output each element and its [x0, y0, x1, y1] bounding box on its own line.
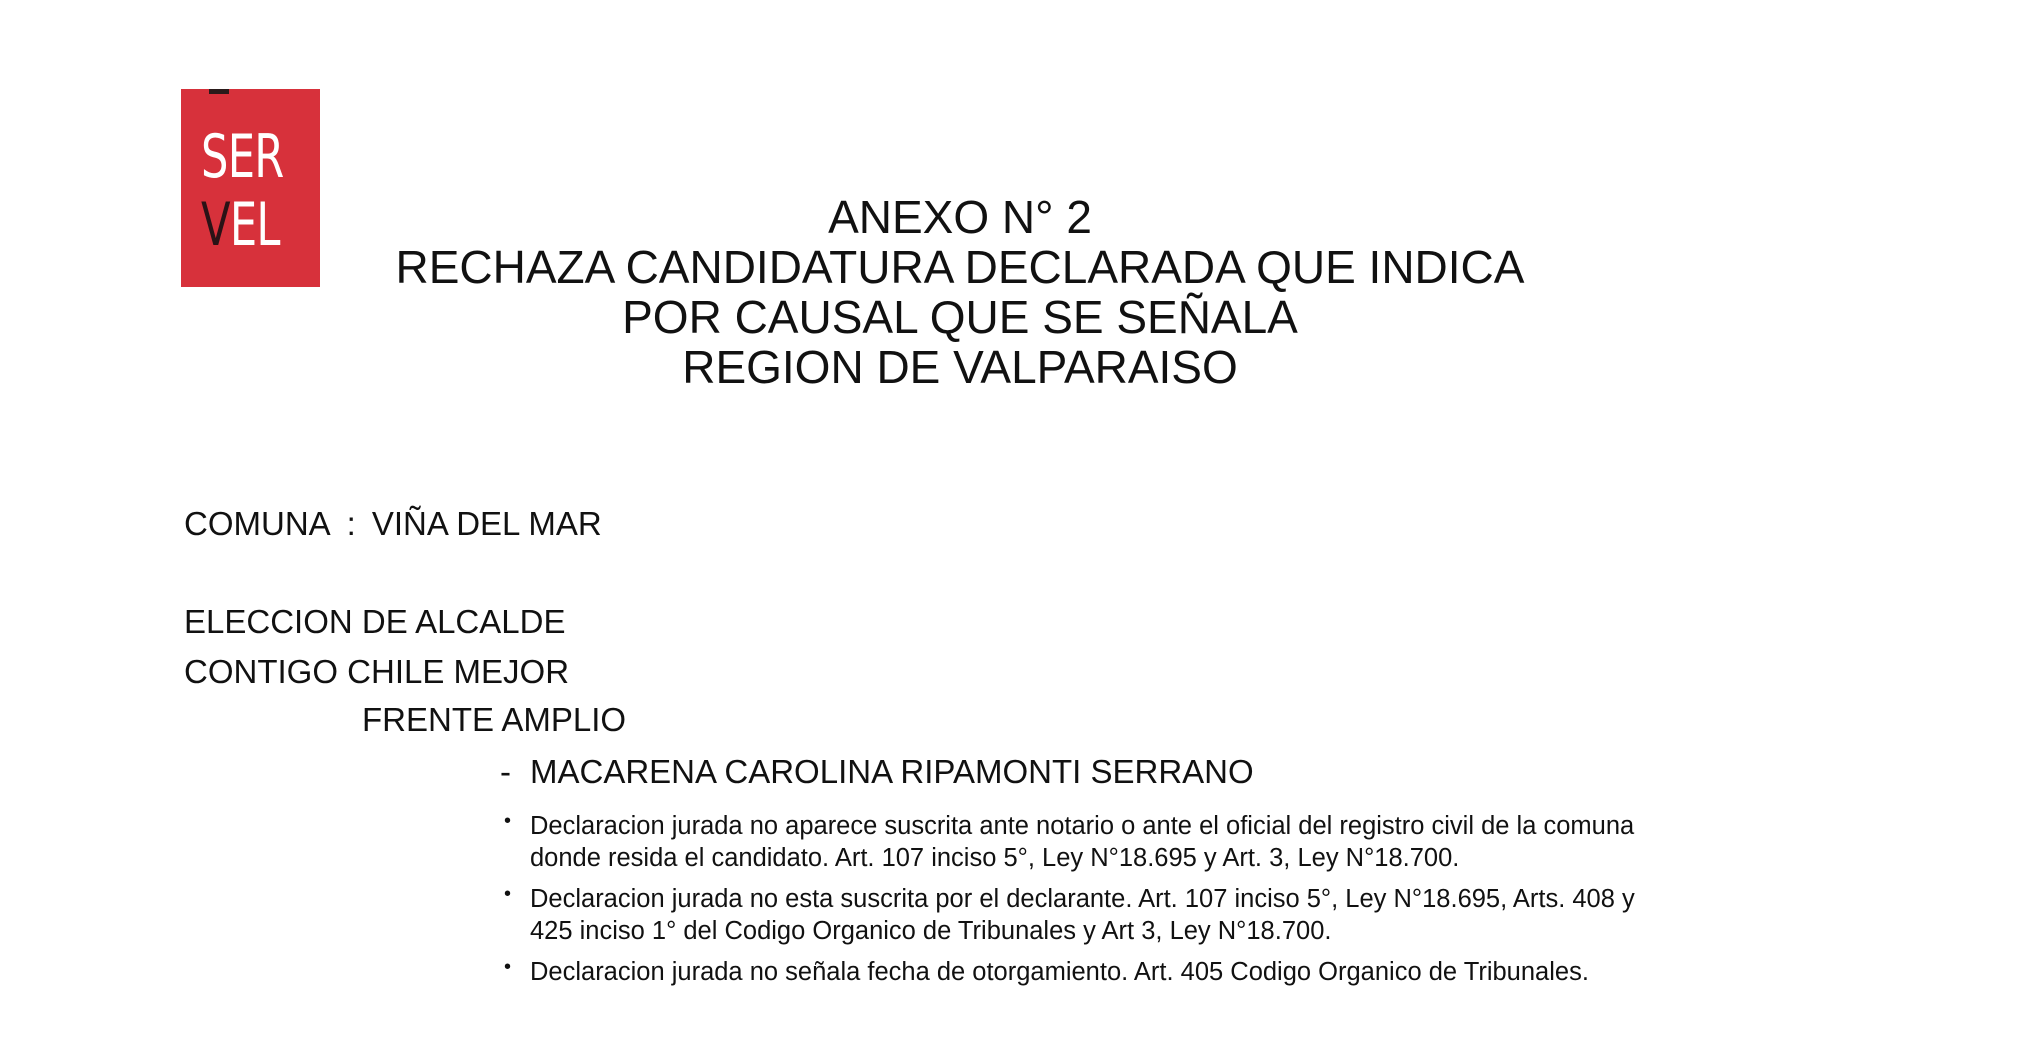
servel-logo [181, 89, 320, 287]
bullet-icon: • [504, 956, 512, 978]
cause-text-line: Declaracion jurada no señala fecha de otorgamiento. Art. 405 Codigo Organico de Tribunales. [530, 958, 1589, 986]
candidate-row [500, 753, 1254, 791]
rejection-cause [500, 956, 1780, 988]
political-party: FRENTE AMPLIO [362, 701, 627, 738]
logo-letters-el: EL [229, 190, 280, 260]
candidate-dash: - [500, 753, 511, 790]
electoral-pact: CONTIGO CHILE MEJOR [184, 653, 570, 690]
candidate-name: MACARENA CAROLINA RIPAMONTI SERRANO [530, 753, 1254, 790]
comuna-separator: : [346, 505, 356, 542]
bullet-icon: • [504, 883, 512, 905]
cause-text-line: donde resida el candidato. Art. 107 inciso 5°, Ley N°18.695 y Art. 3, Ley N°18.700. [530, 844, 1460, 872]
title-resolution: RECHAZA CANDIDATURA DECLARADA QUE INDICA [395, 241, 1525, 293]
rejection-cause [500, 883, 1780, 947]
comuna-value: VIÑA DEL MAR [371, 505, 602, 542]
document-title [340, 192, 1580, 392]
bullet-icon: • [504, 810, 512, 832]
title-region: REGION DE VALPARAISO [682, 341, 1238, 393]
logo-tab [209, 89, 229, 94]
title-annex-number: ANEXO N° 2 [828, 191, 1092, 243]
cause-text-line: 425 inciso 1° del Codigo Organico de Tribunales y Art 3, Ley N°18.700. [530, 917, 1332, 945]
logo-letter-v: V [201, 190, 230, 260]
title-cause: POR CAUSAL QUE SE SEÑALA [622, 291, 1298, 343]
logo-text-line-2 [201, 190, 280, 260]
comuna-row [184, 505, 602, 543]
rejection-cause [500, 810, 1780, 874]
rejection-causes-list [500, 810, 1780, 997]
cause-text-line: Declaracion jurada no esta suscrita por el declarante. Art. 107 inciso 5°, Ley N°18.695, Arts. 408 y [530, 885, 1635, 913]
logo-text-line-1: SER [201, 122, 284, 192]
election-type: ELECCION DE ALCALDE [184, 603, 566, 640]
cause-text-line: Declaracion jurada no aparece suscrita ante notario o ante el oficial del registro civil de la comuna [530, 812, 1635, 840]
comuna-label: COMUNA [184, 505, 331, 542]
